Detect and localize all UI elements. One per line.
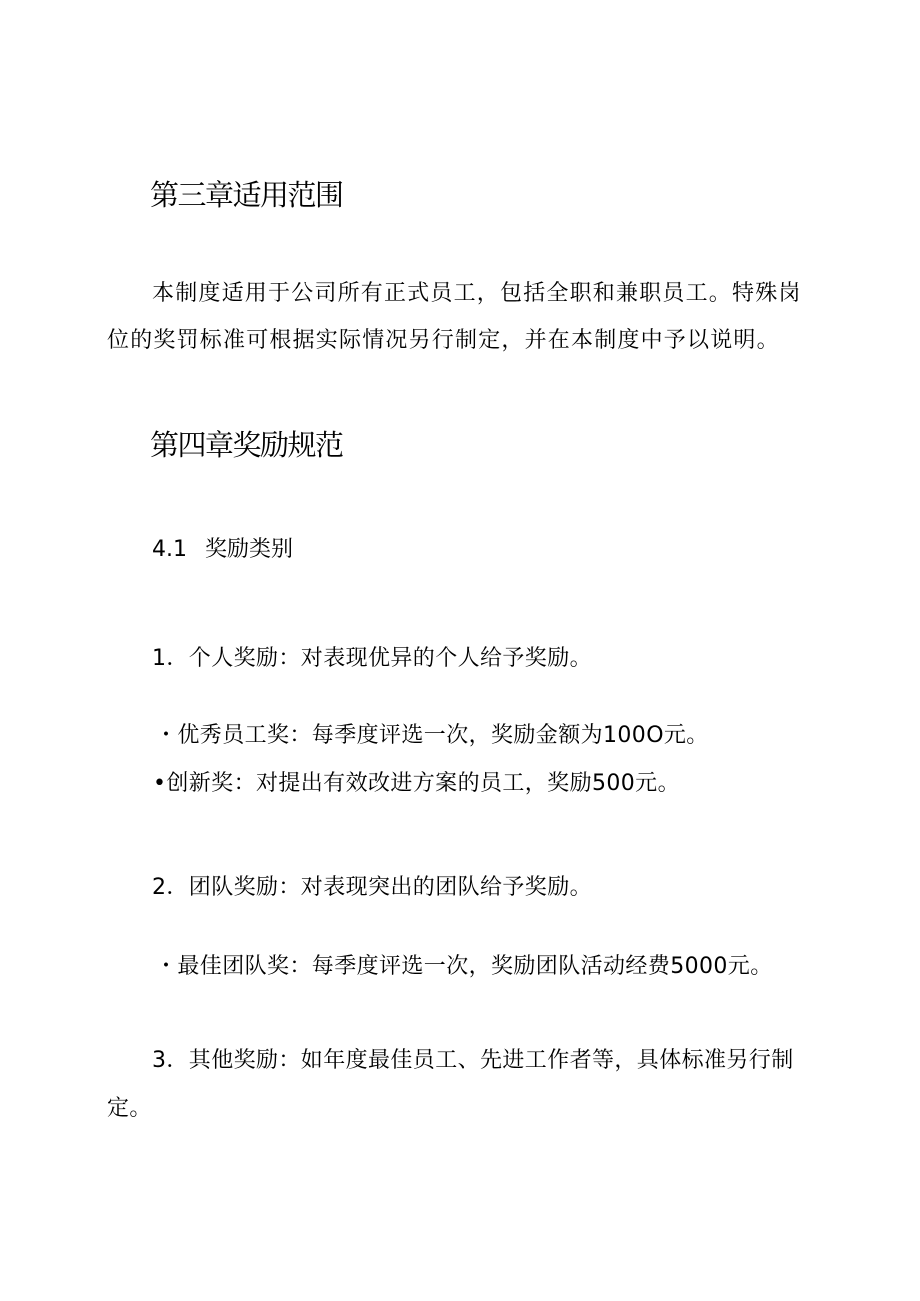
reward-item-2-label: 2．团队奖励：对表现突出的团队给予奖励。 [152, 875, 592, 900]
section-4-1-heading [152, 539, 293, 561]
chapter-3-heading: 第三章适用范围 [150, 178, 343, 212]
reward-item-2-bullet-1: ・最佳团队奖：每季度评选一次，奖励团队活动经费5000元。 [155, 954, 773, 979]
chapter-4-heading: 第四章奖励规范 [150, 428, 343, 462]
reward-item-1-bullet-1: ・优秀员工奖：每季度评选一次，奖励金额为100O元。 [155, 723, 709, 748]
chapter-3-paragraph-line-2: 位的奖罚标准可根据实际情况另行制定，并在本制度中予以说明。 [107, 328, 780, 353]
section-number: 4.1 [152, 537, 187, 562]
reward-item-1-bullet-2: •创新奖：对提出有效改进方案的员工，奖励500元。 [153, 771, 680, 796]
reward-item-1-label: 1．个人奖励：对表现优异的个人给予奖励。 [152, 646, 592, 671]
reward-item-3-label-line-2: 定。 [107, 1096, 152, 1121]
reward-item-3-label-line-1: 3．其他奖励：如年度最佳员工、先进工作者等，具体标准另行制 [152, 1048, 794, 1073]
chapter-3-paragraph-line-1: 本制度适用于公司所有正式员工，包括全职和兼职员工。特殊岗 [152, 281, 802, 306]
section-title: 奖励类别 [205, 537, 294, 562]
